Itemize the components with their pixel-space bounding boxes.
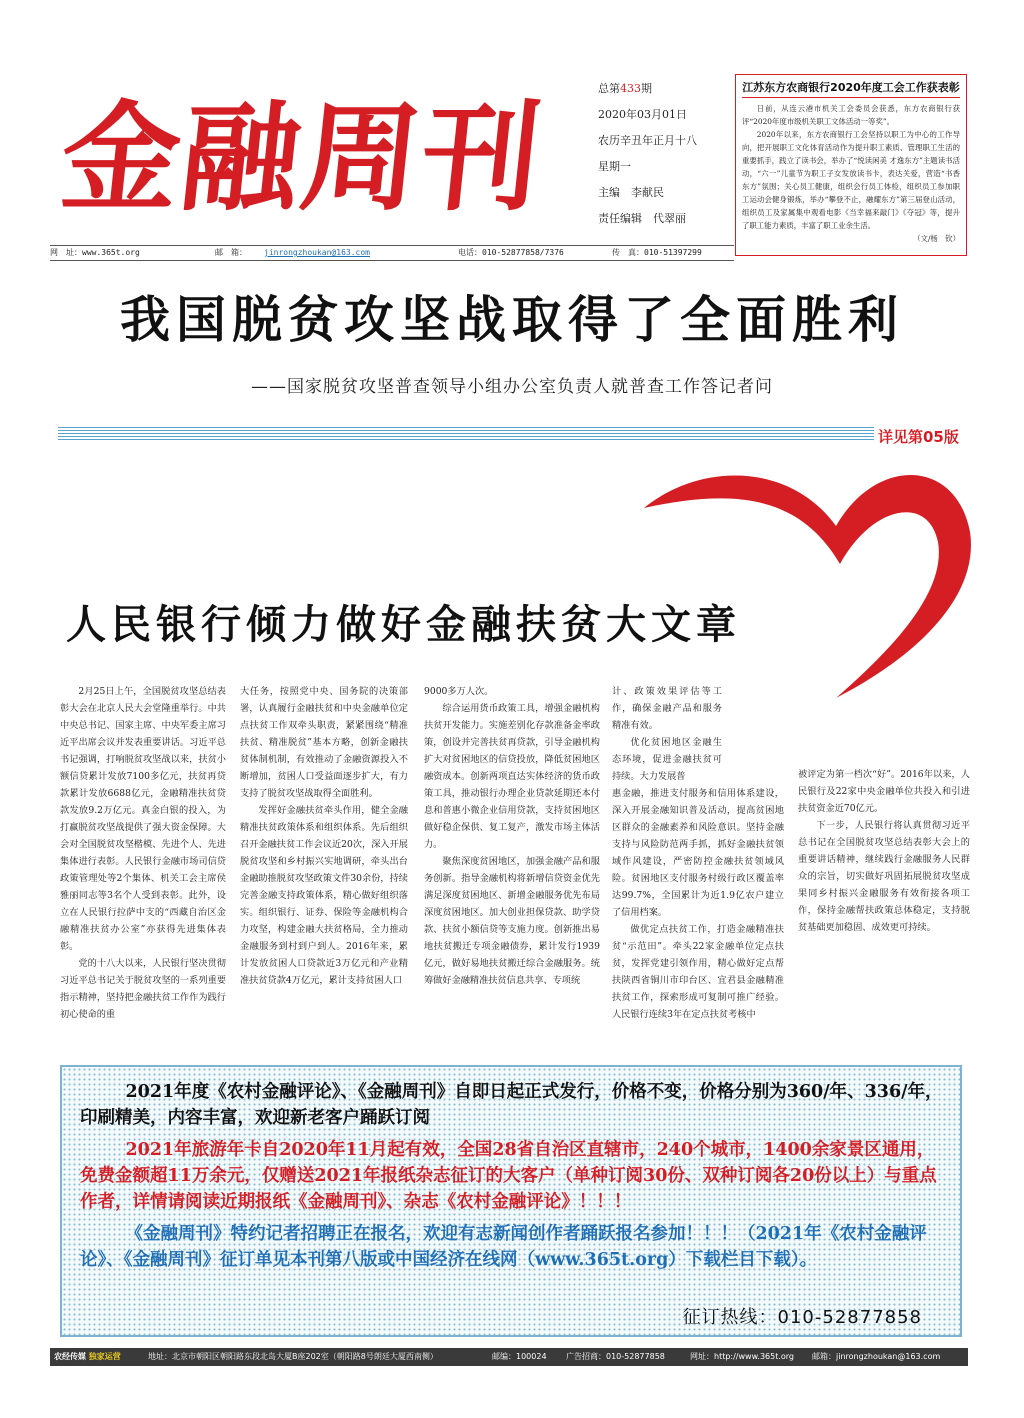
- email-label: 邮 箱：: [215, 248, 247, 257]
- fax-text: 传 真：010-51397299: [612, 248, 702, 257]
- main-headline: 我国脱贫攻坚战取得了全面胜利: [120, 291, 904, 349]
- footer-website[interactable]: 网址：http://www.365t.org: [690, 1352, 795, 1361]
- chief-editor: 主编 李献民: [598, 186, 664, 199]
- issue-info: [592, 76, 732, 232]
- news-brief-box: [735, 74, 967, 256]
- footer-brand-b: 独家运营: [88, 1352, 121, 1361]
- article-paragraph: 2月25日上午，全国脱贫攻坚总结表彰大会在北京人民大会堂隆重举行。中共中央总书记、国家主席、中央军委主席习近平出席会议并发表重要讲话。习近平总书记强调，打响脱贫攻坚战以来，扶贫小额信贷累计发放7100多亿元，扶贫再贷款累计发放6688亿元，金融精准扶贫贷款发放9.2万亿元。真金白银的投入，为打赢脱贫攻坚战提供了强大资金保障。大会对全国脱贫攻坚楷模、先进个人、先进集体进行表彰。人民银行金融市场司信贷政策管理处等2个集体、机关工会主席侯雅丽同志等3名个人受到表彰。此外，设立在人民银行拉萨中支的“西藏自治区金融精准扶贫办公室”亦获得先进集体表彰。: [60, 686, 226, 952]
- article-column-4-top: [612, 683, 722, 785]
- decorative-rule: [58, 427, 874, 441]
- issue-suffix: 期: [641, 82, 652, 95]
- duty-editor: 责任编辑 代翠丽: [598, 212, 686, 225]
- news-brief-byline: （文/杨 钦）: [913, 234, 960, 243]
- footer-brand-a: 农经传媒: [54, 1352, 86, 1361]
- footer-bar: [50, 1348, 968, 1366]
- news-brief-title: 江苏东方农商银行2020年度工会工作获表彰: [742, 79, 960, 98]
- masthead-logo: 金融周刊: [54, 88, 550, 227]
- article-paragraph: 做优定点扶贫工作，打造金融精准扶贫“示范田”。牵头22家金融单位定点扶贫，发挥党建引领作用，精心做好定点帮扶陕西省铜川市印台区、宜君县金融精准扶贫工作，探索形成可复制可推广经验。人民银行连续3年在定点扶贫考核中: [612, 924, 784, 1020]
- phone-text: 电话：010-52877858/7376: [458, 248, 564, 257]
- article-paragraph: 9000多万人次。: [424, 686, 494, 697]
- story-title: 人民银行倾力做好金融扶贫大文章: [66, 602, 741, 648]
- weekday: 星期一: [598, 160, 631, 173]
- article-paragraph: 聚焦深度贫困地区，加强金融产品和服务创新。指导金融机构将新增信贷资金优先满足深度贫困地区、新增金融服务优先布局深度贫困地区。加大创业担保贷款、助学贷款、扶贫小额信贷等支施力度。创新推出易地扶贫搬迁专项金融债券，累计发行1939亿元，做好易地扶贫搬迁综合金融服务。统筹做好金融精准扶贫信息共享、专项统: [424, 856, 600, 986]
- subscription-hotline: 征订热线：010-52877858: [682, 1307, 922, 1328]
- lunar-date: 农历辛丑年正月十八: [598, 134, 697, 147]
- issue-number-line: [592, 76, 732, 102]
- news-brief-paragraph: 2020年以来，东方农商银行工会坚持以职工为中心的工作导向，把开展职工文化体育活动作为提升职工素质、管理职工生活的重要抓手，践立了读书会，举办了“悦读闲美 才逸东方”主题读书活动，“六一”儿童节为职工子女发放读书卡，表达关爱，营造“书香东方”氛围；关心员工健康，组织会行员工体检，组织员工参加职工运动会健身锻炼，举办“攀登不止，融耀东方”第三届登山活动，组织员工及家属集中观看电影《当幸福来敲门》《夺冠》等，提升了职工能力素质，丰富了职工业余生活。: [742, 130, 960, 230]
- promo-paragraph-recruitment: 《金融周刊》特约记者招聘正在报名，欢迎有志新闻创作者踊跃报名参加！！！（2021年《农村金融评论》、《金融周刊》征订单见本刊第八版或中国经济在线网（www.365t.org）下载栏目下载）。: [80, 1224, 927, 1270]
- article-column-2: [240, 683, 408, 989]
- article-paragraph: 党的十八大以来，人民银行坚决贯彻习近平总书记关于脱贫攻坚的一系列重要指示精神，坚持把金融扶贫工作作为践行初心使命的重: [60, 958, 226, 1020]
- article-paragraph: 大任务，按照党中央、国务院的决策部署，认真履行金融扶贫和中央金融单位定点扶贫工作双牵头职责，紧紧围绕“精准扶贫、精准脱贫”基本方略，创新金融扶贫体制机制，有效推动了金融资源投入不断增加，贫困人口受益面逐步扩大，有力支持了脱贫攻坚战取得全面胜利。: [240, 686, 408, 799]
- footer-ad-phone: 广告招商：010-52877858: [566, 1352, 665, 1361]
- article-paragraph: 发挥好金融扶贫牵头作用，健全金融精准扶贫政策体系和组织体系。先后组织召开金融扶贫工作会议近20次，深入开展脱贫攻坚和乡村振兴实地调研，牵头出台金融助推脱贫攻坚政策文件30余份，持续完善金融支持政策体系，精心做好组织落实。组织银行、证券、保险等金融机构合力攻坚，构建金融大扶贫格局，全力推动金融服务到村到户到人。2016年来，累计发放贫困人口贷款近3万亿元和产业精准扶贫贷款4万亿元，累计支持贫困人口: [240, 805, 408, 986]
- news-brief-paragraph: 日前，从连云港市机关工会委员会获悉，东方农商银行获评“2020年度市级机关职工文体活动一等奖”。: [742, 104, 960, 126]
- issue-date: 2020年03月01日: [598, 108, 687, 121]
- issue-number: 433: [620, 82, 641, 95]
- website-text: 网 址：www.365t.org: [50, 248, 140, 257]
- footer-email[interactable]: 邮箱：jinrongzhoukan@163.com: [812, 1352, 941, 1361]
- promo-paragraph-travel-card: 2021年旅游年卡自2020年11月起有效，全国28省自治区直辖市，240个城市，1400余家景区通用，免费金额超11万余元，仅赠送2021年报纸杂志征订的大客户（单种订阅30份、双种订阅各20份以上）与重点作者，详情请阅读近期报纸《金融周刊》、杂志《农村金融评论》！！！: [80, 1140, 937, 1212]
- article-paragraph: 计、政策效果评估等工作，确保金融产品和服务精准有效。: [612, 686, 722, 731]
- article-paragraph: 惠金融，推进支付服务和信用体系建设，深入开展金融知识普及活动，提高贫困地区群众的金融素养和风险意识。坚持金融支持与风险防范两手抓，抓好金融扶贫领域作风建设，严密防控金融扶贫领域风险。贫困地区支付服务村级行政区覆盖率达99.7%，全国累计为近1.9亿农户建立了信用档案。: [612, 788, 784, 918]
- promo-paragraph-subscription: 2021年度《农村金融评论》、《金融周刊》自即日起正式发行，价格不变，价格分别为360/年、336/年，印刷精美，内容丰富，欢迎新老客户踊跃订阅: [80, 1082, 943, 1128]
- subscription-promo-box: [60, 1065, 962, 1337]
- footer-address: 地址：北京市朝阳区朝阳路东段北岛大厦B座202室（朝阳路8号朗廷大厦西南侧）: [148, 1352, 438, 1361]
- article-paragraph: 被评定为第一档次“好”。2016年以来，人民银行及22家中央金融单位共投入和引进扶贫资金近70亿元。: [798, 769, 970, 814]
- article-paragraph: 综合运用货币政策工具，增强金融机构扶贫开发能力。实施差别化存款准备金率政策，创设并完善扶贫再贷款，引导金融机构扩大对贫困地区的信贷投放，降低贫困地区融资成本。创新两项直达实体经济的货币政策工具，推动银行办理企业贷款延期还本付息和普惠小微企业信用贷款，支持贫困地区做好稳企保供、复工复产，激发市场主体活力。: [424, 703, 600, 850]
- footer-postcode: 邮编：100024: [492, 1352, 547, 1361]
- heart-icon: [640, 440, 980, 700]
- issue-prefix: 总第: [598, 82, 620, 95]
- article-column-3: [424, 683, 600, 989]
- article-paragraph: 下一步，人民银行将认真贯彻习近平总书记在全国脱贫攻坚总结表彰大会上的重要讲话精神，继续践行金融服务人民群众的宗旨，切实做好巩固拓展脱贫攻坚成果同乡村振兴金融服务有效衔接各项工作，保持金融帮扶政策总体稳定，支持脱贫基础更加稳固、成效更可持续。: [798, 820, 970, 933]
- contact-bar: [50, 245, 734, 261]
- article-paragraph: 优化贫困地区金融生态环境，促进金融扶贫可持续。大力发展普: [612, 737, 722, 782]
- see-page-reference: 详见第05版: [878, 428, 959, 446]
- footer-brand: [54, 1348, 121, 1366]
- article-column-4: [612, 785, 784, 1023]
- email-link[interactable]: jinrongzhoukan@163.com: [264, 248, 370, 257]
- article-column-1: [60, 683, 226, 1023]
- article-column-5: [798, 766, 970, 936]
- sub-headline: ——国家脱贫攻坚普查领导小组办公室负责人就普查工作答记者问: [251, 377, 773, 397]
